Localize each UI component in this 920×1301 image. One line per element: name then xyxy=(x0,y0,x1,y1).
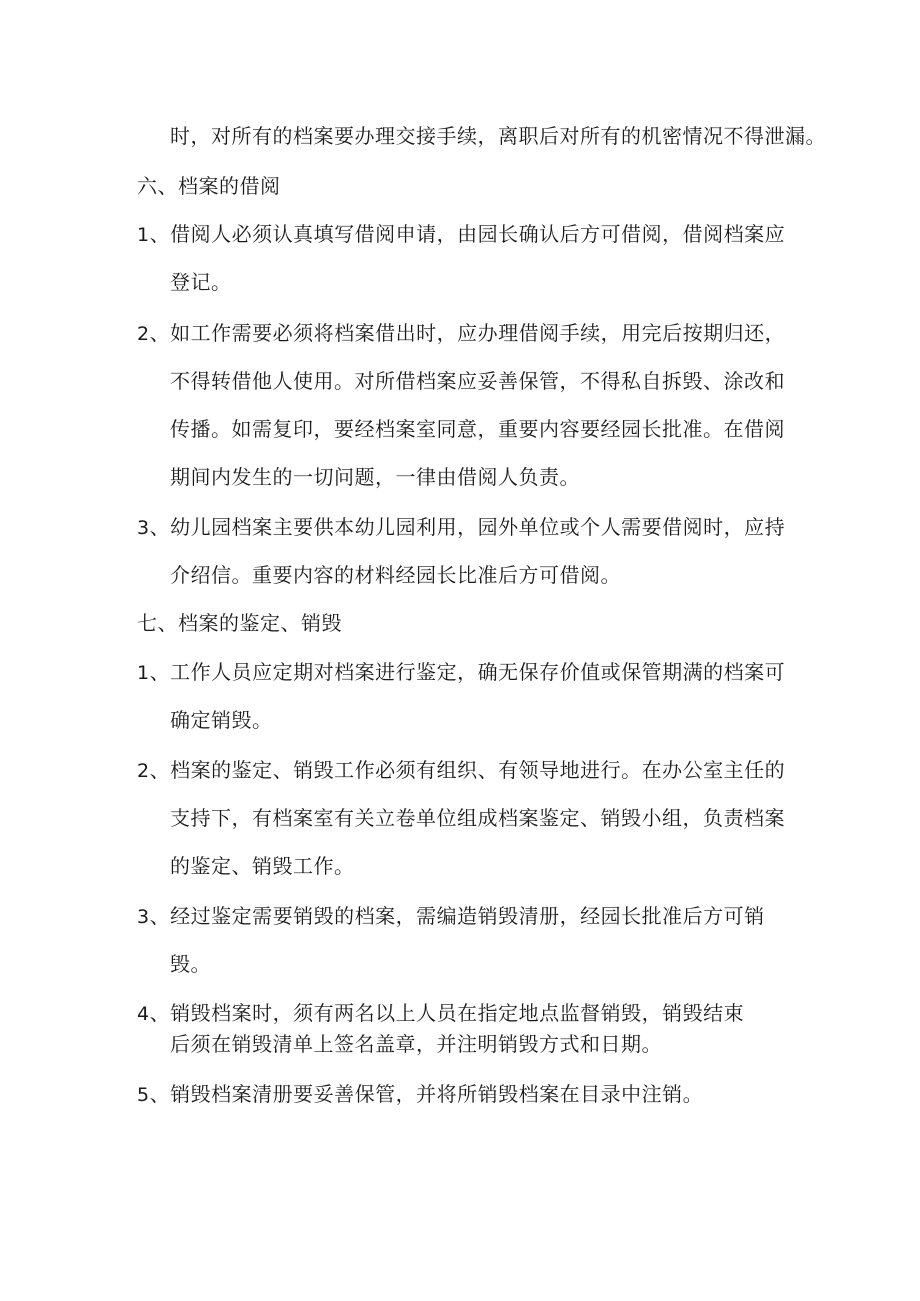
section6-item2-line1: 2、如工作需要必须将档案借出时，应办理借阅手续，用完后按期归还， xyxy=(137,321,786,345)
section7-item4-line1: 4、销毁档案时，须有两名以上人员在指定地点监督销毁，销毁结束 xyxy=(137,1001,745,1025)
section7-item1-line1: 1、工作人员应定期对档案进行鉴定，确无保存价值或保管期满的档案可 xyxy=(137,660,786,684)
section7-item5-line1: 5、销毁档案清册要妥善保管，并将所销毁档案在目录中注销。 xyxy=(137,1082,704,1106)
section6-item1-line2: 登记。 xyxy=(170,270,232,294)
section6-item2-line4: 期间内发生的一切问题，一律由借阅人负责。 xyxy=(170,465,580,489)
section6-item3-number: 3 xyxy=(137,517,150,539)
section7-item3-line1: 3、经过鉴定需要销毁的档案，需编造销毁清册，经园长批准后方可销 xyxy=(137,904,765,928)
section7-item2-line2: 支持下，有档案室有关立卷单位组成档案鉴定、销毁小组，负责档案 xyxy=(170,806,785,830)
section7-item4-line2: 后须在销毁清单上签名盖章，并注明销毁方式和日期。 xyxy=(170,1032,662,1056)
section7-item4-number: 4 xyxy=(137,1003,150,1025)
section7-item3-number: 3 xyxy=(137,906,150,928)
section7-item1-number: 1 xyxy=(137,662,150,684)
section6-item1-line1: 1、借阅人必须认真填写借阅申请，由园长确认后方可借阅，借阅档案应 xyxy=(137,222,786,246)
section6-item2-line3: 传播。如需复印，要经档案室同意，重要内容要经园长批准。在借阅 xyxy=(170,417,785,441)
section6-item2-number: 2 xyxy=(137,323,150,345)
intro-continuation: 时，对所有的档案要办理交接手续，离职后对所有的机密情况不得泄漏。 xyxy=(170,124,826,148)
section7-item2-line1: 2、档案的鉴定、销毁工作必须有组织、有领导地进行。在办公室主任的 xyxy=(137,758,786,782)
section6-item2-line2: 不得转借他人使用。对所借档案应妥善保管，不得私自拆毁、涂改和 xyxy=(170,369,785,393)
section6-item3-line2: 介绍信。重要内容的材料经园长比准后方可借阅。 xyxy=(170,563,621,587)
section6-item3-line1: 3、幼儿园档案主要供本幼儿园利用，园外单位或个人需要借阅时，应持 xyxy=(137,515,786,539)
section7-item5-number: 5 xyxy=(137,1084,150,1106)
section7-item2-line3: 的鉴定、销毁工作。 xyxy=(170,854,355,878)
section7-item3-line2: 毁。 xyxy=(170,952,211,976)
section6-item1-number: 1 xyxy=(137,224,150,246)
section7-heading: 七、档案的鉴定、销毁 xyxy=(137,611,342,635)
section7-item1-line2: 确定销毁。 xyxy=(170,708,273,732)
section7-item2-number: 2 xyxy=(137,760,150,782)
section6-heading: 六、档案的借阅 xyxy=(137,174,281,198)
